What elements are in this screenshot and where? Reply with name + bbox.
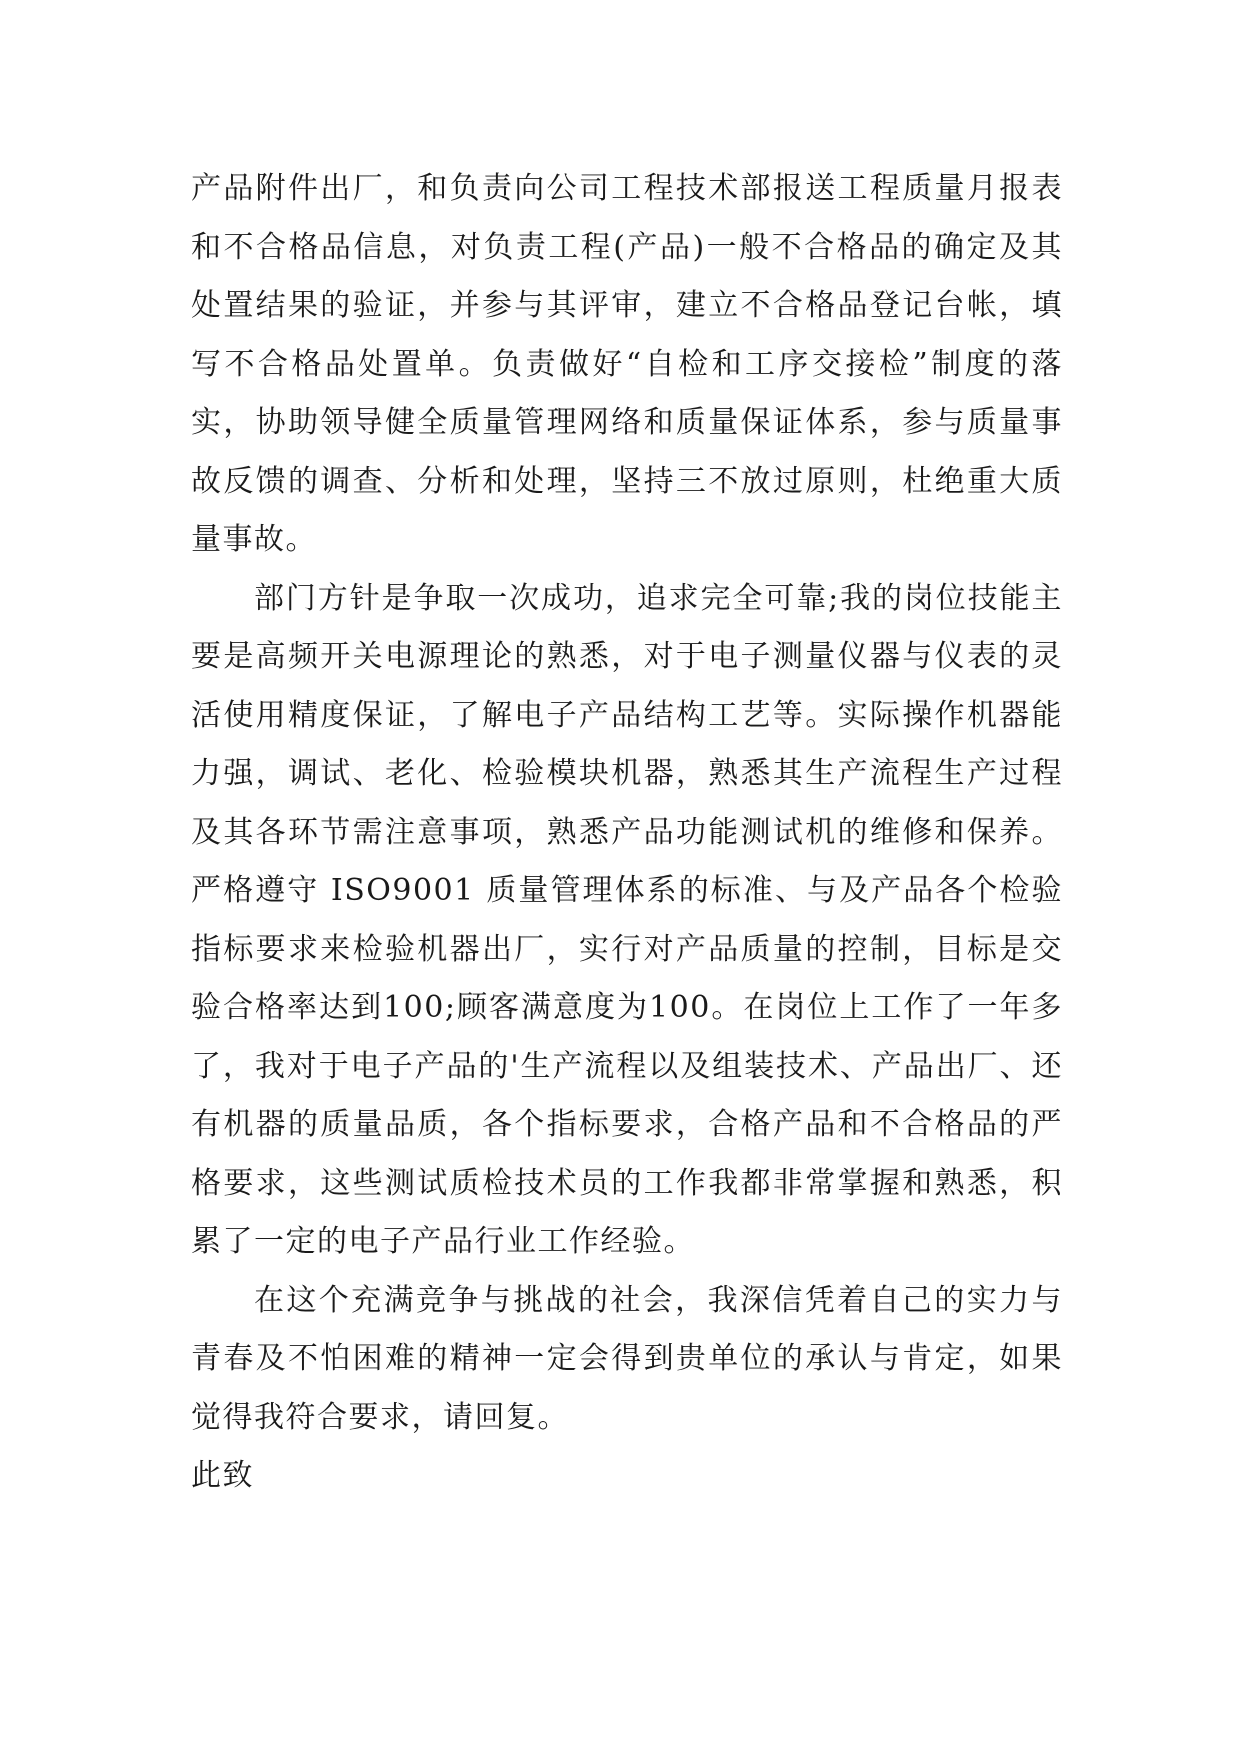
paragraph-conclusion: 在这个充满竞争与挑战的社会，我深信凭着自己的实力与青春及不怕困难的精神一定会得到贵单位的承认与肯定，如果觉得我符合要求，请回复。 bbox=[191, 1282, 1063, 1435]
document-body bbox=[191, 160, 1063, 1506]
paragraph-skills-experience: 部门方针是争取一次成功，追求完全可靠;我的岗位技能主要是高频开关电源理论的熟悉，对于电子测量仪器与仪表的灵活使用精度保证，了解电子产品结构工艺等。实际操作机器能力强，调试、老化、检验模块机器，熟悉其生产流程生产过程及其各环节需注意事项，熟悉产品功能测试机的维修和保养。严格遵守 ISO9001 质量管理体系的标准、与及产品各个检验指标要求来检验机器出厂，实行对产品质量的控制，目标是交验合格率达到100;顾客满意度为100。在岗位上工作了一年多了，我对于电子产品的'生产流程以及组装技术、产品出厂、还有机器的质量品质，各个指标要求，合格产品和不合格品的严格要求，这些测试质检技术员的工作我都非常掌握和熟悉，积累了一定的电子产品行业工作经验。 bbox=[191, 580, 1063, 1259]
closing-salutation: 此致 bbox=[191, 1458, 254, 1493]
paragraph-responsibilities: 产品附件出厂，和负责向公司工程技术部报送工程质量月报表和不合格品信息，对负责工程(产品)一般不合格品的确定及其处置结果的验证，并参与其评审，建立不合格品登记台帐，填写不合格品处置单。负责做好“自检和工序交接检”制度的落实，协助领导健全质量管理网络和质量保证体系，参与质量事故反馈的调查、分析和处理，坚持三不放过原则，杜绝重大质量事故。 bbox=[191, 171, 1063, 557]
